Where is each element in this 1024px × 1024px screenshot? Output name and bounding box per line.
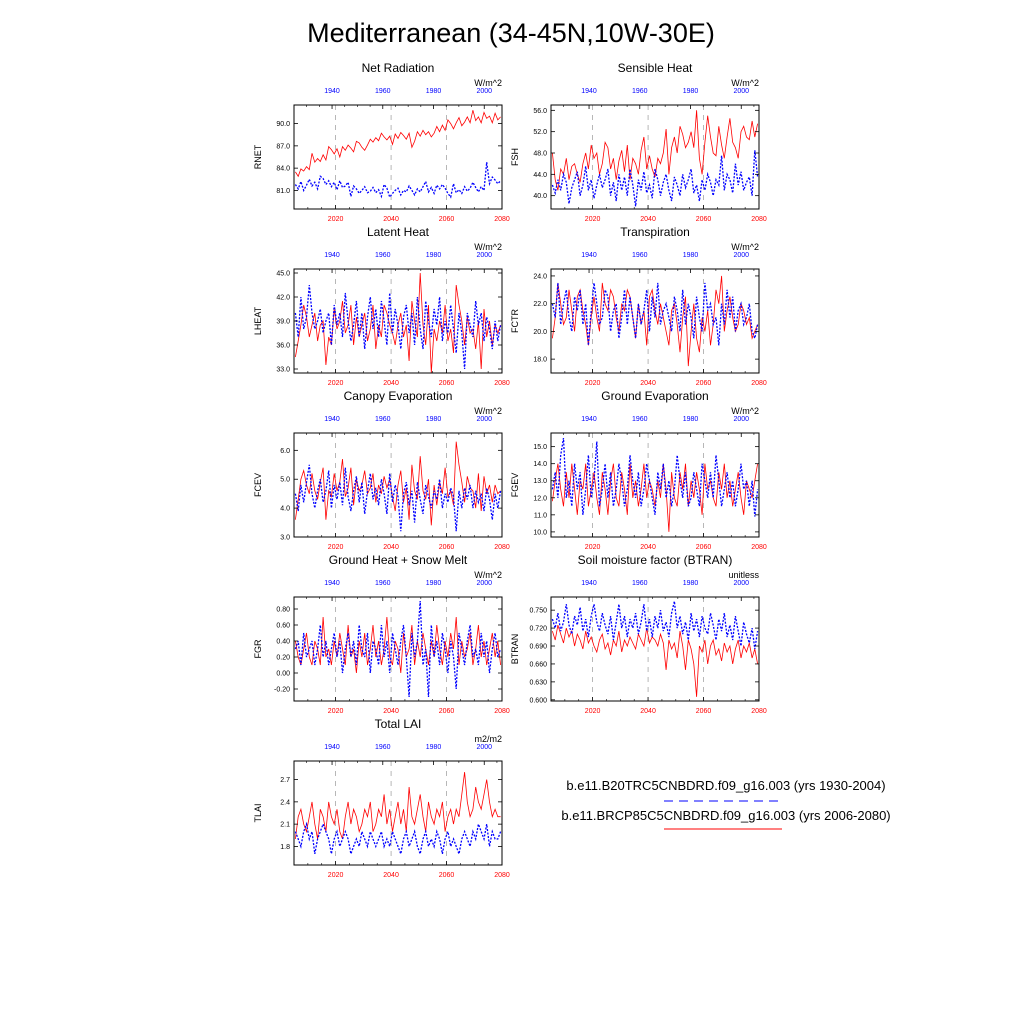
- x-tick-label-bottom: 2040: [640, 708, 656, 715]
- y-tick-label: 87.0: [276, 143, 290, 151]
- x-tick-label-top: 2000: [476, 580, 493, 587]
- y-axis-label: FGEV: [510, 472, 520, 498]
- y-tick-label: 90.0: [276, 121, 290, 129]
- y-tick-label: 45.0: [276, 270, 290, 278]
- y-tick-label: 0.40: [276, 638, 290, 646]
- x-tick-label-bottom: 2040: [383, 544, 399, 551]
- x-tick-label-bottom: 2080: [494, 872, 510, 879]
- x-tick-label-top: 1960: [374, 416, 391, 423]
- x-tick-label-top: 1980: [682, 88, 699, 95]
- y-tick-label: 0.750: [529, 607, 547, 615]
- y-tick-label: 0.00: [276, 670, 290, 678]
- panel-latent-heat: [253, 225, 510, 387]
- x-tick-label-top: 1960: [631, 580, 648, 587]
- y-tick-label: 40.0: [533, 193, 547, 201]
- x-tick-label-bottom: 2040: [640, 216, 656, 223]
- x-tick-label-bottom: 2020: [327, 708, 344, 715]
- y-tick-label: 48.0: [533, 150, 547, 158]
- x-tick-label-bottom: 2060: [695, 380, 712, 387]
- legend: [561, 778, 890, 829]
- x-tick-label-top: 2000: [476, 252, 493, 259]
- series-line-rcp85: [295, 442, 500, 526]
- y-tick-label: 42.0: [276, 294, 290, 302]
- series-line-rcp85: [552, 110, 757, 190]
- x-tick-label-bottom: 2080: [751, 380, 767, 387]
- x-tick-label-bottom: 2020: [327, 872, 344, 879]
- x-tick-label-top: 1980: [682, 416, 699, 423]
- y-tick-label: 56.0: [533, 107, 547, 115]
- x-tick-label-top: 1980: [425, 88, 442, 95]
- legend-label-historical: b.e11.B20TRC5CNBDRD.f09_g16.003 (yrs 1930-2004): [566, 778, 886, 793]
- y-tick-label: 5.0: [280, 476, 290, 484]
- panel-title: Canopy Evaporation: [343, 389, 453, 403]
- series-line-rcp85: [552, 464, 757, 532]
- x-tick-label-top: 2000: [476, 744, 493, 751]
- x-tick-label-bottom: 2080: [751, 544, 767, 551]
- x-tick-label-bottom: 2020: [327, 216, 344, 223]
- x-tick-label-bottom: 2060: [438, 380, 455, 387]
- y-tick-label: 36.0: [276, 342, 290, 350]
- x-tick-label-top: 2000: [476, 88, 493, 95]
- plot-frame: [551, 433, 759, 537]
- y-tick-label: 12.0: [533, 495, 547, 503]
- x-tick-label-top: 1980: [425, 416, 442, 423]
- panel-title: Sensible Heat: [617, 61, 693, 75]
- units-label: W/m^2: [474, 406, 502, 416]
- y-tick-label: 14.0: [533, 461, 547, 469]
- series-line-historical: [552, 601, 757, 649]
- y-tick-label: 4.0: [280, 505, 290, 513]
- x-tick-label-top: 1960: [374, 88, 391, 95]
- y-axis-label: FCTR: [510, 309, 520, 333]
- y-tick-label: 2.4: [280, 799, 290, 807]
- plot-frame: [551, 105, 759, 209]
- x-tick-label-bottom: 2060: [438, 216, 455, 223]
- y-tick-label: 20.0: [533, 328, 547, 336]
- panel-grid: [253, 61, 767, 879]
- x-tick-label-bottom: 2020: [584, 544, 601, 551]
- plot-frame: [551, 269, 759, 373]
- units-label: W/m^2: [731, 242, 759, 252]
- x-tick-label-bottom: 2080: [494, 216, 510, 223]
- panel-title: Ground Evaporation: [601, 389, 709, 403]
- y-tick-label: 13.0: [533, 478, 547, 486]
- panel-ground-heat-snow-melt: [253, 553, 510, 715]
- panel-title: Ground Heat + Snow Melt: [328, 553, 468, 567]
- units-label: W/m^2: [731, 78, 759, 88]
- x-tick-label-bottom: 2080: [494, 708, 510, 715]
- plot-frame: [294, 761, 502, 865]
- panel-title: Total LAI: [374, 717, 422, 731]
- panel-ground-evaporation: [510, 389, 767, 551]
- x-tick-label-bottom: 2040: [383, 872, 399, 879]
- units-label: unitless: [728, 570, 759, 580]
- y-axis-label: FSH: [510, 148, 520, 166]
- panel-canopy-evaporation: [253, 389, 510, 551]
- y-tick-label: 0.660: [529, 661, 547, 669]
- x-tick-label-bottom: 2040: [640, 380, 656, 387]
- y-tick-label: 11.0: [533, 512, 547, 520]
- x-tick-label-top: 1960: [631, 416, 648, 423]
- x-tick-label-top: 1960: [374, 580, 391, 587]
- x-tick-label-bottom: 2040: [383, 216, 399, 223]
- y-tick-label: 1.8: [280, 843, 290, 851]
- x-tick-label-top: 1940: [324, 252, 340, 259]
- x-tick-label-top: 1960: [374, 252, 391, 259]
- panel-sensible-heat: [510, 61, 767, 223]
- x-tick-label-bottom: 2060: [438, 872, 455, 879]
- x-tick-label-top: 1940: [581, 416, 597, 423]
- x-tick-label-bottom: 2040: [383, 380, 399, 387]
- y-tick-label: 44.0: [533, 171, 547, 179]
- x-tick-label-bottom: 2020: [584, 380, 601, 387]
- series-line-rcp85: [295, 110, 500, 176]
- x-tick-label-bottom: 2080: [751, 216, 767, 223]
- y-tick-label: 18.0: [533, 356, 547, 364]
- units-label: m2/m2: [474, 734, 502, 744]
- panel-title: Latent Heat: [366, 225, 430, 239]
- y-tick-label: 15.0: [533, 444, 547, 452]
- series-line-historical: [295, 162, 500, 197]
- y-tick-label: 0.600: [529, 697, 547, 705]
- x-tick-label-top: 1980: [425, 580, 442, 587]
- y-tick-label: 24.0: [533, 273, 547, 281]
- panel-title: Transpiration: [620, 225, 690, 239]
- x-tick-label-top: 1980: [425, 744, 442, 751]
- x-tick-label-top: 1940: [324, 744, 340, 751]
- y-tick-label: 0.20: [276, 654, 290, 662]
- panel-title: Net Radiation: [361, 61, 435, 75]
- y-axis-label: TLAI: [253, 803, 263, 823]
- y-tick-label: 2.7: [280, 777, 290, 785]
- x-tick-label-bottom: 2020: [584, 708, 601, 715]
- y-axis-label: FCEV: [253, 472, 263, 498]
- y-tick-label: 81.0: [276, 187, 290, 195]
- x-tick-label-bottom: 2040: [383, 708, 399, 715]
- figure-title: Mediterranean (34-45N,10W-30E): [307, 18, 715, 48]
- plot-frame: [551, 597, 759, 701]
- y-tick-label: 39.0: [276, 318, 290, 326]
- y-tick-label: 2.1: [280, 821, 290, 829]
- legend-label-rcp85: b.e11.BRCP85C5CNBDRD.f09_g16.003 (yrs 2006-2080): [561, 808, 891, 823]
- y-tick-label: 52.0: [533, 129, 547, 137]
- x-tick-label-top: 2000: [733, 252, 750, 259]
- y-tick-label: 33.0: [276, 366, 290, 374]
- x-tick-label-bottom: 2020: [327, 380, 344, 387]
- series-line-rcp85: [552, 276, 757, 366]
- x-tick-label-top: 1940: [324, 580, 340, 587]
- panel-soil-moisture-factor-btran: [510, 553, 767, 715]
- y-axis-label: FGR: [253, 639, 263, 659]
- y-axis-label: BTRAN: [510, 633, 520, 665]
- panel-transpiration: [510, 225, 767, 387]
- x-tick-label-top: 1960: [631, 88, 648, 95]
- x-tick-label-bottom: 2020: [584, 216, 601, 223]
- y-tick-label: 0.630: [529, 679, 547, 687]
- y-tick-label: 6.0: [280, 447, 290, 455]
- units-label: W/m^2: [474, 570, 502, 580]
- series-line-historical: [552, 150, 757, 206]
- y-tick-label: -0.20: [274, 686, 290, 694]
- x-tick-label-bottom: 2040: [640, 544, 656, 551]
- x-tick-label-bottom: 2020: [327, 544, 344, 551]
- x-tick-label-top: 1940: [581, 88, 597, 95]
- x-tick-label-bottom: 2080: [494, 544, 510, 551]
- y-tick-label: 84.0: [276, 165, 290, 173]
- x-tick-label-top: 1940: [324, 416, 340, 423]
- panel-total-lai: [253, 717, 510, 879]
- x-tick-label-top: 2000: [733, 416, 750, 423]
- x-tick-label-top: 1960: [631, 252, 648, 259]
- units-label: W/m^2: [474, 242, 502, 252]
- x-tick-label-bottom: 2060: [438, 708, 455, 715]
- x-tick-label-bottom: 2060: [695, 708, 712, 715]
- y-tick-label: 0.720: [529, 625, 547, 633]
- x-tick-label-bottom: 2080: [494, 380, 510, 387]
- x-tick-label-bottom: 2060: [438, 544, 455, 551]
- x-tick-label-top: 1960: [374, 744, 391, 751]
- y-tick-label: 3.0: [280, 534, 290, 542]
- y-tick-label: 0.60: [276, 622, 290, 630]
- x-tick-label-top: 1980: [682, 580, 699, 587]
- y-tick-label: 0.690: [529, 643, 547, 651]
- panel-net-radiation: [253, 61, 510, 223]
- series-line-historical: [295, 465, 500, 531]
- units-label: W/m^2: [474, 78, 502, 88]
- x-tick-label-bottom: 2060: [695, 216, 712, 223]
- y-tick-label: 10.0: [533, 529, 547, 537]
- x-tick-label-top: 2000: [733, 88, 750, 95]
- x-tick-label-top: 2000: [476, 416, 493, 423]
- x-tick-label-top: 1980: [425, 252, 442, 259]
- units-label: W/m^2: [731, 406, 759, 416]
- x-tick-label-bottom: 2060: [695, 544, 712, 551]
- y-tick-label: 0.80: [276, 606, 290, 614]
- x-tick-label-top: 1980: [682, 252, 699, 259]
- x-tick-label-top: 2000: [733, 580, 750, 587]
- x-tick-label-bottom: 2080: [751, 708, 767, 715]
- y-tick-label: 22.0: [533, 301, 547, 309]
- series-line-rcp85: [295, 772, 500, 839]
- y-axis-label: RNET: [253, 144, 263, 170]
- series-line-historical: [295, 285, 500, 369]
- x-tick-label-top: 1940: [581, 252, 597, 259]
- x-tick-label-top: 1940: [581, 580, 597, 587]
- panel-title: Soil moisture factor (BTRAN): [577, 553, 733, 567]
- x-tick-label-top: 1940: [324, 88, 340, 95]
- y-axis-label: LHEAT: [253, 306, 263, 336]
